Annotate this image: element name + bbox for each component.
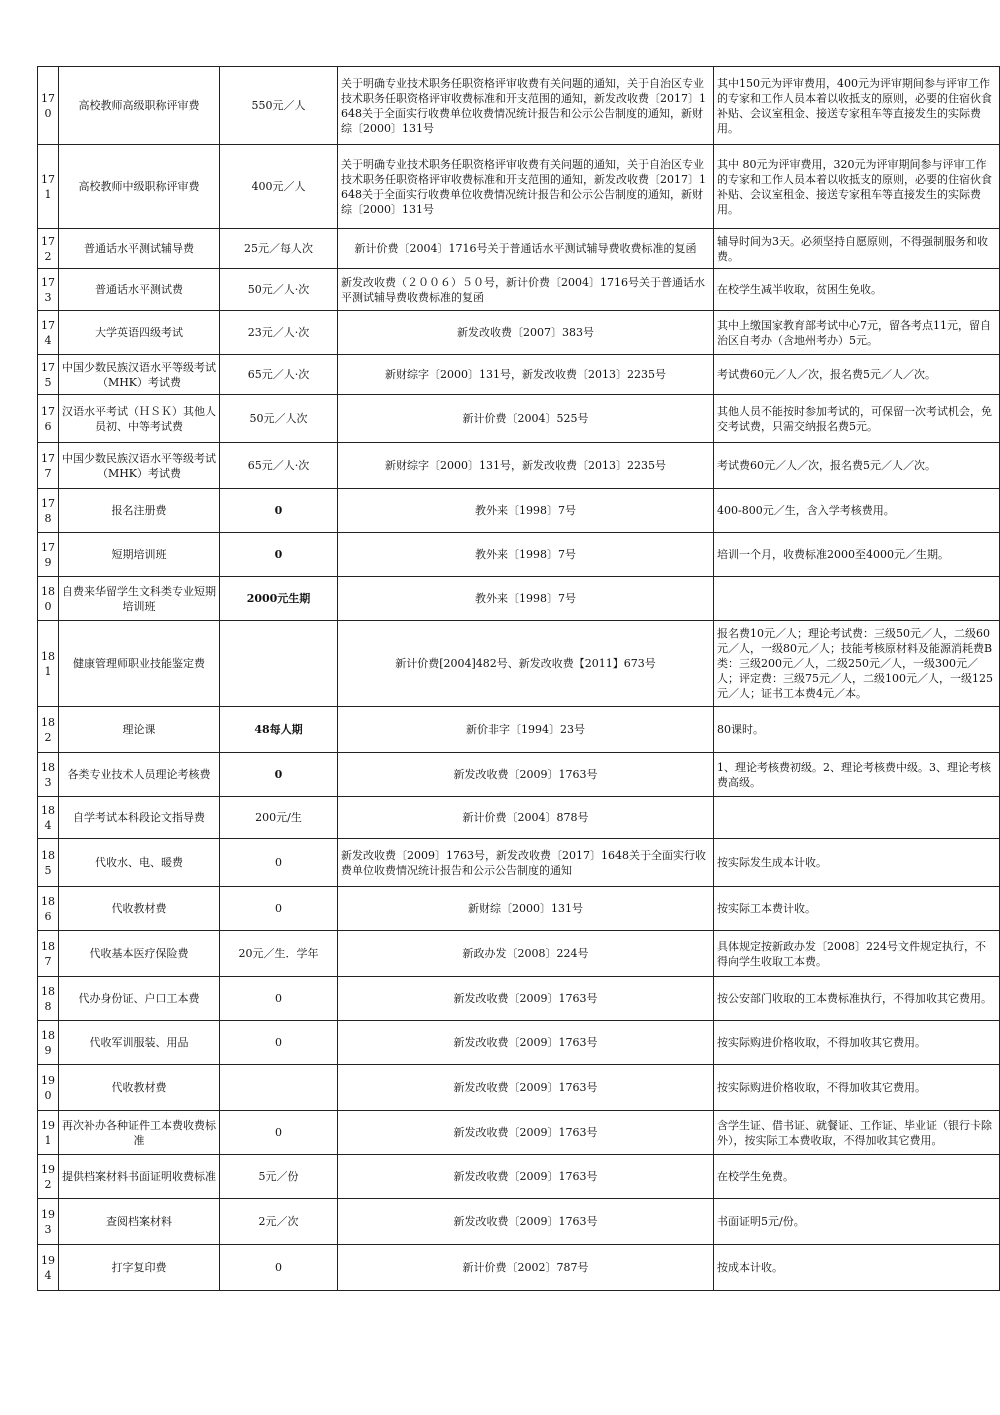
fee-basis: 新计价费〔2004〕878号 (338, 797, 714, 839)
table-row (38, 621, 1000, 707)
row-number: 177 (38, 443, 59, 489)
fee-basis: 新计价费〔2004〕525号 (338, 395, 714, 443)
fee-standard: 50元／人·次 (220, 269, 338, 311)
fee-name: 自费来华留学生文科类专业短期培训班 (59, 577, 220, 621)
fee-note: 具体规定按新政办发〔2008〕224号文件规定执行，不得向学生收取工本费。 (714, 931, 1000, 977)
fee-standard: 65元／人·次 (220, 355, 338, 395)
fee-note: 其中150元为评审费用，400元为评审期间参与评审工作的专家和工作人员本着以收抵支的原则，必要的住宿伙食补贴、会议室租金、接送专家租车等直接发生的实际费用。 (714, 67, 1000, 145)
fee-basis: 新计价费〔2004〕1716号关于普通话水平测试辅导费收费标准的复函 (338, 229, 714, 269)
fee-basis: 新发改收费〔2009〕1763号 (338, 753, 714, 797)
fee-basis: 新计价费〔2002〕787号 (338, 1245, 714, 1291)
fee-note: 含学生证、借书证、就餐证、工作证、毕业证（银行卡除外），按实际工本费收取，不得加收其它费用。 (714, 1111, 1000, 1155)
table-row (38, 931, 1000, 977)
fee-note: 书面证明5元/份。 (714, 1199, 1000, 1245)
row-number: 181 (38, 621, 59, 707)
fee-note (714, 577, 1000, 621)
fee-basis: 教外来〔1998〕7号 (338, 533, 714, 577)
fee-name: 中国少数民族汉语水平等级考试（MHK）考试费 (59, 443, 220, 489)
fee-standard (220, 1065, 338, 1111)
row-number: 186 (38, 887, 59, 931)
row-number: 184 (38, 797, 59, 839)
fee-note: 按实际购进价格收取，不得加收其它费用。 (714, 1021, 1000, 1065)
fee-name: 大学英语四级考试 (59, 311, 220, 355)
fee-basis: 新发改收费〔2009〕1763号，新发改收费〔2017〕1648关于全面实行收费单位收费情况统计报告和公示公告制度的通知 (338, 839, 714, 887)
fee-note: 400-800元／生，含入学考核费用。 (714, 489, 1000, 533)
fee-standard: 65元／人·次 (220, 443, 338, 489)
row-number: 188 (38, 977, 59, 1021)
fee-standard (220, 621, 338, 707)
fee-basis: 新发改收费〔2009〕1763号 (338, 1021, 714, 1065)
fee-name: 自学考试本科段论文指导费 (59, 797, 220, 839)
fee-standard: 20元／生．学年 (220, 931, 338, 977)
fee-basis: 新价非字〔1994〕23号 (338, 707, 714, 753)
fee-note: 其中 80元为评审费用，320元为评审期间参与评审工作的专家和工作人员本着以收抵支的原则，必要的住宿伙食补贴、会议室租金、接送专家租车等直接发生的实际费用。 (714, 145, 1000, 229)
fee-name: 再次补办各种证件工本费收费标准 (59, 1111, 220, 1155)
fee-basis: 新政办发〔2008〕224号 (338, 931, 714, 977)
fee-standard: 0 (220, 1245, 338, 1291)
table-row (38, 1199, 1000, 1245)
fee-note: 考试费60元／人／次，报名费5元／人／次。 (714, 355, 1000, 395)
row-number: 176 (38, 395, 59, 443)
fee-standard: 0 (220, 533, 338, 577)
fee-standard: 0 (220, 887, 338, 931)
row-number: 185 (38, 839, 59, 887)
table-row (38, 977, 1000, 1021)
table-row (38, 145, 1000, 229)
fee-standard: 2000元生期 (220, 577, 338, 621)
table-row (38, 67, 1000, 145)
fee-standard: 0 (220, 1021, 338, 1065)
row-number: 180 (38, 577, 59, 621)
fee-basis: 关于明确专业技术职务任职资格评审收费有关问题的通知，关于自治区专业技术职务任职资格评审收费标准和开支范围的通知，新发改收费〔2017〕1648关于全面实行收费单位收费情况统计报告和公示公告制度的通知，新财综〔2000〕131号 (338, 145, 714, 229)
fee-name: 代收教材费 (59, 887, 220, 931)
fee-basis: 新发改收费〔2009〕1763号 (338, 1155, 714, 1199)
row-number: 189 (38, 1021, 59, 1065)
fee-name: 普通话水平测试费 (59, 269, 220, 311)
fee-standard: 5元／份 (220, 1155, 338, 1199)
fee-name: 查阅档案材料 (59, 1199, 220, 1245)
fee-note: 按实际购进价格收取，不得加收其它费用。 (714, 1065, 1000, 1111)
row-number: 191 (38, 1111, 59, 1155)
fee-name: 打字复印费 (59, 1245, 220, 1291)
fee-standard: 0 (220, 1111, 338, 1155)
table-row (38, 395, 1000, 443)
table-row (38, 1065, 1000, 1111)
fee-note: 1、理论考核费初级。2、理论考核费中级。3、理论考核费高级。 (714, 753, 1000, 797)
row-number: 187 (38, 931, 59, 977)
fee-basis: 新发改收费〔2009〕1763号 (338, 1065, 714, 1111)
fee-basis: 新发改收费（２００６）５０号，新计价费〔2004〕1716号关于普通话水平测试辅导费收费标准的复函 (338, 269, 714, 311)
fee-basis: 新财综字〔2000〕131号，新发改收费〔2013〕2235号 (338, 443, 714, 489)
fee-name: 高校教师高级职称评审费 (59, 67, 220, 145)
fee-basis: 新财综〔2000〕131号 (338, 887, 714, 931)
row-number: 192 (38, 1155, 59, 1199)
row-number: 179 (38, 533, 59, 577)
table-row (38, 1111, 1000, 1155)
fee-name: 代收军训服装、用品 (59, 1021, 220, 1065)
fee-basis: 新发改收费〔2009〕1763号 (338, 1111, 714, 1155)
table-row (38, 1021, 1000, 1065)
table-row (38, 489, 1000, 533)
fee-table (37, 66, 1000, 1291)
fee-note: 在校学生免费。 (714, 1155, 1000, 1199)
fee-note: 考试费60元／人／次，报名费5元／人／次。 (714, 443, 1000, 489)
fee-standard: 0 (220, 839, 338, 887)
row-number: 190 (38, 1065, 59, 1111)
fee-standard: 0 (220, 977, 338, 1021)
fee-name: 汉语水平考试（ＨＳＫ）其他人员初、中等考试费 (59, 395, 220, 443)
table-row (38, 887, 1000, 931)
fee-note: 按实际工本费计收。 (714, 887, 1000, 931)
fee-standard: 50元／人次 (220, 395, 338, 443)
fee-name: 代收基本医疗保险费 (59, 931, 220, 977)
fee-name: 代办身份证、户口工本费 (59, 977, 220, 1021)
fee-note: 报名费10元／人；理论考试费：三级50元／人，二级60元／人，一级80元／人；技能考核原材料及能源消耗费B类：三级200元／人，二级250元／人，一级300元／人；评定费：三级75元／人，二级100元／人，一级125元／人；证书工本费4元／本。 (714, 621, 1000, 707)
fee-standard: 0 (220, 753, 338, 797)
row-number: 173 (38, 269, 59, 311)
fee-basis: 教外来〔1998〕7号 (338, 577, 714, 621)
fee-note: 在校学生减半收取，贫困生免收。 (714, 269, 1000, 311)
fee-note: 按成本计收。 (714, 1245, 1000, 1291)
fee-basis: 新发改收费〔2009〕1763号 (338, 1199, 714, 1245)
fee-name: 理论课 (59, 707, 220, 753)
table-row (38, 797, 1000, 839)
fee-name: 高校教师中级职称评审费 (59, 145, 220, 229)
row-number: 178 (38, 489, 59, 533)
row-number: 194 (38, 1245, 59, 1291)
fee-note: 培训一个月，收费标准2000至4000元／生期。 (714, 533, 1000, 577)
row-number: 182 (38, 707, 59, 753)
row-number: 193 (38, 1199, 59, 1245)
fee-note: 其中上缴国家教育部考试中心7元，留各考点11元，留自治区自考办（含地州考办）5元。 (714, 311, 1000, 355)
fee-basis: 教外来〔1998〕7号 (338, 489, 714, 533)
fee-note: 辅导时间为3天。必须坚持自愿原则，不得强制服务和收费。 (714, 229, 1000, 269)
fee-name: 健康管理师职业技能鉴定费 (59, 621, 220, 707)
fee-note: 按实际发生成本计收。 (714, 839, 1000, 887)
table-row (38, 753, 1000, 797)
table-row (38, 355, 1000, 395)
fee-standard: 550元／人 (220, 67, 338, 145)
fee-name: 代收水、电、暖费 (59, 839, 220, 887)
fee-basis: 新发改收费〔2007〕383号 (338, 311, 714, 355)
table-row (38, 707, 1000, 753)
row-number: 170 (38, 67, 59, 145)
row-number: 172 (38, 229, 59, 269)
fee-name: 提供档案材料书面证明收费标准 (59, 1155, 220, 1199)
fee-standard: 2元／次 (220, 1199, 338, 1245)
fee-note: 按公安部门收取的工本费标准执行，不得加收其它费用。 (714, 977, 1000, 1021)
fee-basis: 关于明确专业技术职务任职资格评审收费有关问题的通知，关于自治区专业技术职务任职资格评审收费标准和开支范围的通知，新发改收费〔2017〕1648关于全面实行收费单位收费情况统计报告和公示公告制度的通知，新财综〔2000〕131号 (338, 67, 714, 145)
row-number: 171 (38, 145, 59, 229)
fee-standard: 200元/生 (220, 797, 338, 839)
fee-standard: 23元／人·次 (220, 311, 338, 355)
fee-name: 报名注册费 (59, 489, 220, 533)
fee-name: 代收教材费 (59, 1065, 220, 1111)
fee-note: 80课时。 (714, 707, 1000, 753)
fee-note (714, 797, 1000, 839)
fee-standard: 25元／每人次 (220, 229, 338, 269)
row-number: 174 (38, 311, 59, 355)
fee-standard: 48每人期 (220, 707, 338, 753)
fee-note: 其他人员不能按时参加考试的，可保留一次考试机会，免交考试费，只需交纳报名费5元。 (714, 395, 1000, 443)
table-row (38, 1245, 1000, 1291)
table-row (38, 577, 1000, 621)
fee-name: 短期培训班 (59, 533, 220, 577)
table-row (38, 269, 1000, 311)
table-row (38, 443, 1000, 489)
table-row (38, 839, 1000, 887)
fee-name: 普通话水平测试辅导费 (59, 229, 220, 269)
table-row (38, 533, 1000, 577)
table-row (38, 229, 1000, 269)
row-number: 175 (38, 355, 59, 395)
fee-name: 各类专业技术人员理论考核费 (59, 753, 220, 797)
fee-name: 中国少数民族汉语水平等级考试（MHK）考试费 (59, 355, 220, 395)
row-number: 183 (38, 753, 59, 797)
table-row (38, 311, 1000, 355)
fee-standard: 0 (220, 489, 338, 533)
fee-basis: 新发改收费〔2009〕1763号 (338, 977, 714, 1021)
fee-basis: 新计价费[2004]482号、新发改收费【2011】673号 (338, 621, 714, 707)
fee-standard: 400元／人 (220, 145, 338, 229)
table-row (38, 1155, 1000, 1199)
fee-basis: 新财综字〔2000〕131号，新发改收费〔2013〕2235号 (338, 355, 714, 395)
